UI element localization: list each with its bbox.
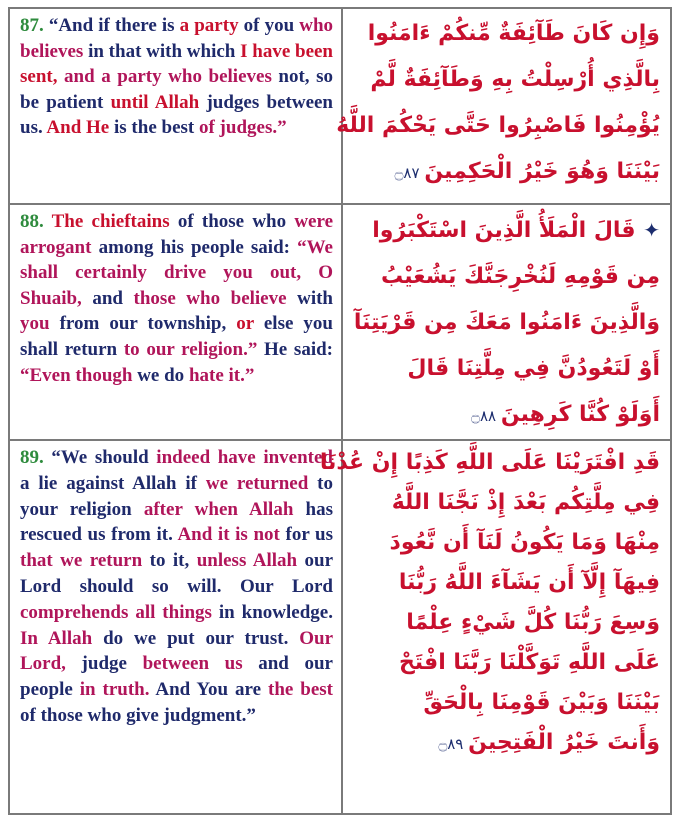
translation-segment: who believes [20,15,334,62]
translation-segment: I have been sent, [20,40,334,88]
translation-segment: else you shall return [20,313,333,360]
arabic-segment: قَدِ افْتَرَيْنَا عَلَى اللَّهِ كَذِبًا إِنْ عُدْنَا [319,450,660,475]
arabic-line [355,346,660,392]
translation-segment: “And if there is [43,15,180,36]
arabic-line [355,392,660,439]
translation-segment: of judges.” [198,117,287,139]
translation-segment: unless Allah [196,550,298,572]
arabic-segment: وَالَّذِينَ ءَامَنُوا مَعَكَ مِن قَرْيَتِنَآ [353,310,660,335]
translation-segment: between us [142,653,243,675]
translation-segment: not, so be patient [20,66,333,113]
ayah-end-marker: ۝٨٧ [394,164,425,182]
translation-segment: after when Allah [143,498,294,520]
translation-segment: a party [179,15,239,36]
translation-segment: has rescued us from it. [20,498,334,546]
arabic-text [319,441,670,813]
translation-segment: from our township, [49,313,237,335]
english-translation [10,9,343,203]
arabic-segment: أَوَلَوْ كُنَّا كَرِهِينَ [500,402,660,427]
translation-segment: of those who [169,211,295,232]
translation-segment: of those who give judgment.” [20,704,256,726]
arabic-line [355,207,660,254]
arabic-text [336,9,670,203]
arabic-line [355,723,660,764]
arabic-segment: بَيْنَنَا وَبَيْنَ قَوْمِنَا بِالْحَقِّ [423,690,660,715]
arabic-segment: عَلَى اللَّهِ تَوَكَّلْنَا رَبَّنَا افْتَحْ [398,650,660,675]
arabic-segment: قَالَ الْمَلَأُ الَّذِينَ اسْتَكْبَرُوا [372,218,644,243]
arabic-text [347,205,670,439]
arabic-segment: بِالَّذِي أُرْسِلْتُ بِهِ وَطَآئِفَةٌ لَّمْ [370,67,660,92]
verse-number: 88. [20,211,44,232]
translation-segment: those who believe [133,287,287,309]
translation-segment: our Lord should so will. Our Lord [20,550,334,597]
arabic-line [355,643,660,683]
verse-row [10,205,670,441]
translation-segment: Our Lord, [20,627,334,675]
arabic-segment: فِيهَآ إِلَّآ أَن يَشَآءَ اللَّهُ رَبُّنَا [398,570,660,595]
arabic-segment: يُؤْمِنُوا فَاصْبِرُوا حَتَّى يَحْكُمَ اللَّهُ [336,113,660,138]
arabic-line [355,603,660,643]
verse-number: 89. [20,447,44,468]
translation-segment: to it, [142,550,197,572]
verse-number: 87. [20,15,44,36]
arabic-segment: فِي مِلَّتِكُم بَعْدَ إِذْ نَجَّنَا اللَّهُ [391,490,660,515]
translation-segment: And He [46,117,110,139]
translation-segment: He said: [257,338,333,360]
translation-segment: among his people said: [91,236,298,258]
verse-row [10,441,670,813]
translation-segment: the best [268,679,333,701]
arabic-segment: وَأَنتَ خَيْرُ الْفَتِحِينَ [468,730,660,755]
arabic-segment: أَوْ لَتَعُودُنَّ فِي مِلَّتِنَا قَالَ [407,356,660,381]
verse-row [10,9,670,205]
translation-segment: “We should [43,447,149,468]
translation-segment: The chieftains [43,211,170,232]
translation-segment: or [236,313,254,335]
arabic-segment: مِنْهَا وَمَا يَكُونُ لَنَآ أَن نَّعُودَ [389,530,660,555]
translation-segment: hate it.” [188,364,255,386]
translation-segment: and our people [20,653,333,701]
translation-segment: you [20,313,50,335]
translation-segment: comprehends all things [20,601,212,623]
translation-segment: judge [65,653,143,675]
rub-el-hizb-icon: ✦ [643,218,660,242]
translation-segment: a lie against Allah if [20,472,206,494]
translation-segment: is the best [109,117,199,139]
ayah-end-marker: ۝٨٩ [438,735,469,753]
translation-segment: that we return [20,550,143,572]
arabic-line [355,683,660,723]
arabic-line [355,11,660,57]
translation-segment: And it is not [177,524,280,546]
translation-segment: And You are [149,679,268,701]
english-translation [10,441,343,813]
ayah-end-marker: ۝٨٨ [471,407,501,425]
translation-segment: we returned [205,472,309,494]
translation-segment: indeed have invented [148,447,333,468]
arabic-line [355,563,660,603]
translation-segment: until Allah [110,91,200,113]
translation-segment: to our religion.” [123,338,258,360]
translation-segment: in knowledge. [211,601,333,623]
translation-segment: in that with which [83,40,241,62]
translation-segment: In Allah [20,627,93,649]
arabic-line [336,103,660,149]
translation-segment: and a party who believes [64,66,272,88]
arabic-segment: بَيْنَنَا وَهُوَ خَيْرُ الْحَكِمِينَ [424,159,660,184]
translation-segment: in truth. [79,679,150,701]
arabic-line [355,57,660,103]
arabic-segment: وَإِن كَانَ طَآئِفَةٌ مِّنكُمْ ءَامَنُوا [367,21,660,46]
translation-segment: with [286,287,334,309]
arabic-line [355,523,660,563]
translation-segment: do we put our trust. [92,627,300,649]
arabic-line [355,300,660,346]
arabic-line [355,483,660,523]
translation-segment: to your religion [20,472,333,520]
arabic-segment: مِن قَوْمِهِ لَنُخْرِجَنَّكَ يَشُعَيْبُ [381,264,660,289]
translation-segment: we do [132,364,189,386]
arabic-segment: وَسِعَ رَبُّنَا كُلَّ شَيْءٍ عِلْمًا [406,610,660,635]
translation-segment: and [81,287,134,309]
arabic-line [319,443,660,483]
translation-segment: of you [238,15,300,36]
verse-table [8,7,672,815]
arabic-line [355,254,660,300]
translation-segment: “Even though [20,364,133,386]
translation-segment: were arrogant [20,211,334,258]
translation-segment: judges between us. [20,91,333,139]
translation-segment: “We shall certainly drive you out, O Shuaib, [20,236,333,309]
english-translation [10,205,343,439]
arabic-line [355,149,660,196]
translation-segment: for us [279,524,333,546]
